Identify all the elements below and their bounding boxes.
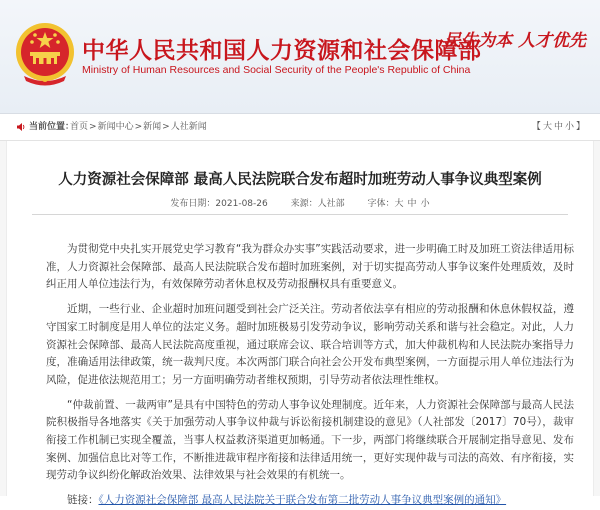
publish-date-value: 2021-08-26 [215, 199, 268, 209]
article-paragraph: 近期，一些行业、企业超时加班问题受到社会广泛关注。劳动者依法享有相应的劳动报酬和休息休假权益，遵守国家工时制度是用人单位的法定义务。超时加班极易引发劳动争议，影响劳动关系和谐与社会稳定。对此，人力资源社会保障部、最高人民法院高度重视，通过联席会议、联合培训等方式，加大仲裁机构和人民法院办案指导力度，准确适用法律政策，统一裁判尺度。本次两部门联合向社会公开发布典型案例，一方面提示用人单位违法行为风险，促进依法规范用工；另一方面明确劳动者维权预期，引导劳动者依法理性维权。 [46, 303, 574, 386]
breadcrumb-news[interactable]: 新闻 [143, 122, 162, 132]
speaker-icon [16, 122, 26, 132]
font-size-large-button[interactable]: 大 [542, 122, 552, 132]
title-divider [32, 214, 568, 215]
breadcrumb-news-center[interactable]: 新闻中心 [97, 122, 134, 132]
breadcrumb-home[interactable]: 首页 [70, 122, 89, 132]
site-header [0, 0, 600, 114]
related-notice-link[interactable]: 《人力资源社会保障部 最高人民法院关于联合发布第二批劳动人事争议典型案例的通知》 [98, 494, 507, 507]
article-source [291, 199, 345, 209]
article-title: 人力资源社会保障部 最高人民法院联合发布超时加班劳动人事争议典型案例 [58, 172, 542, 188]
font-size-medium-button[interactable]: 中 [553, 122, 563, 132]
site-title: 中华人民共和国人力资源和社会保障部 [82, 38, 482, 64]
font-size-controls [531, 114, 586, 140]
breadcrumb-bar [0, 114, 600, 141]
related-link-label: 链接： [67, 494, 99, 507]
font-bracket-open: 【 [531, 122, 541, 132]
article-font-large-button[interactable]: 大 [394, 199, 404, 209]
article-paragraph: “仲裁前置、一裁两审”是具有中国特色的劳动人事争议处理制度。近年来，人力资源社会保障部与最高人民法院积极指导各地落实《关于加强劳动人事争议仲裁与诉讼衔接机制建设的意见》（人社部发〔2017〕70号），裁审衔接工作机制已实现全覆盖，当事人权益救济渠道更加畅通。下一步，两部门将继续联合开展制定指导意见、发布案例、加强信息比对等工作，不断推进裁审程序衔接和法律适用统一，更好实现仲裁与司法的高效、有序衔接，实现劳动争议纠纷化解政治效果、法律效果与社会效果的有机统一。 [46, 398, 574, 482]
breadcrumb-separator: > [134, 122, 143, 132]
article-font-small-button[interactable]: 小 [420, 199, 430, 209]
breadcrumb [70, 114, 208, 140]
breadcrumb-label: 当前位置： [29, 122, 75, 132]
article-body [46, 241, 574, 510]
source-label: 来源： [290, 199, 318, 209]
site-slogan: 民生为本 人才优先 [444, 31, 586, 51]
breadcrumb-separator: > [89, 122, 97, 132]
national-emblem-icon [14, 20, 76, 86]
publish-date [170, 199, 267, 209]
breadcrumb-hrss-news[interactable]: 人社新闻 [170, 122, 207, 132]
breadcrumb-separator: > [162, 122, 170, 132]
font-label: 字体： [367, 199, 395, 209]
publish-date-label: 发布日期： [170, 199, 216, 209]
source-value: 人社部 [317, 199, 345, 209]
article-paragraph: 为贯彻党中央扎实开展党史学习教育“我为群众办实事”实践活动要求，进一步明确工时及加班工资法律适用标准，人力资源社会保障部、最高人民法院联合发布超时加班案例，对于切实提高劳动人事争议案件处理质效，及时纠正用人单位违法行为，有效保障劳动者休息权及劳动报酬权具有重要意义。 [46, 243, 574, 291]
article-font-size [368, 199, 430, 209]
related-link-line [46, 492, 574, 510]
font-size-small-button[interactable]: 小 [564, 122, 574, 132]
article [0, 141, 600, 507]
font-bracket-close: 】 [575, 122, 585, 132]
site-title-english: Ministry of Human Resources and Social Security of the People's Republic of China [82, 64, 471, 76]
article-font-medium-button[interactable]: 中 [407, 199, 417, 209]
article-meta [0, 196, 600, 209]
